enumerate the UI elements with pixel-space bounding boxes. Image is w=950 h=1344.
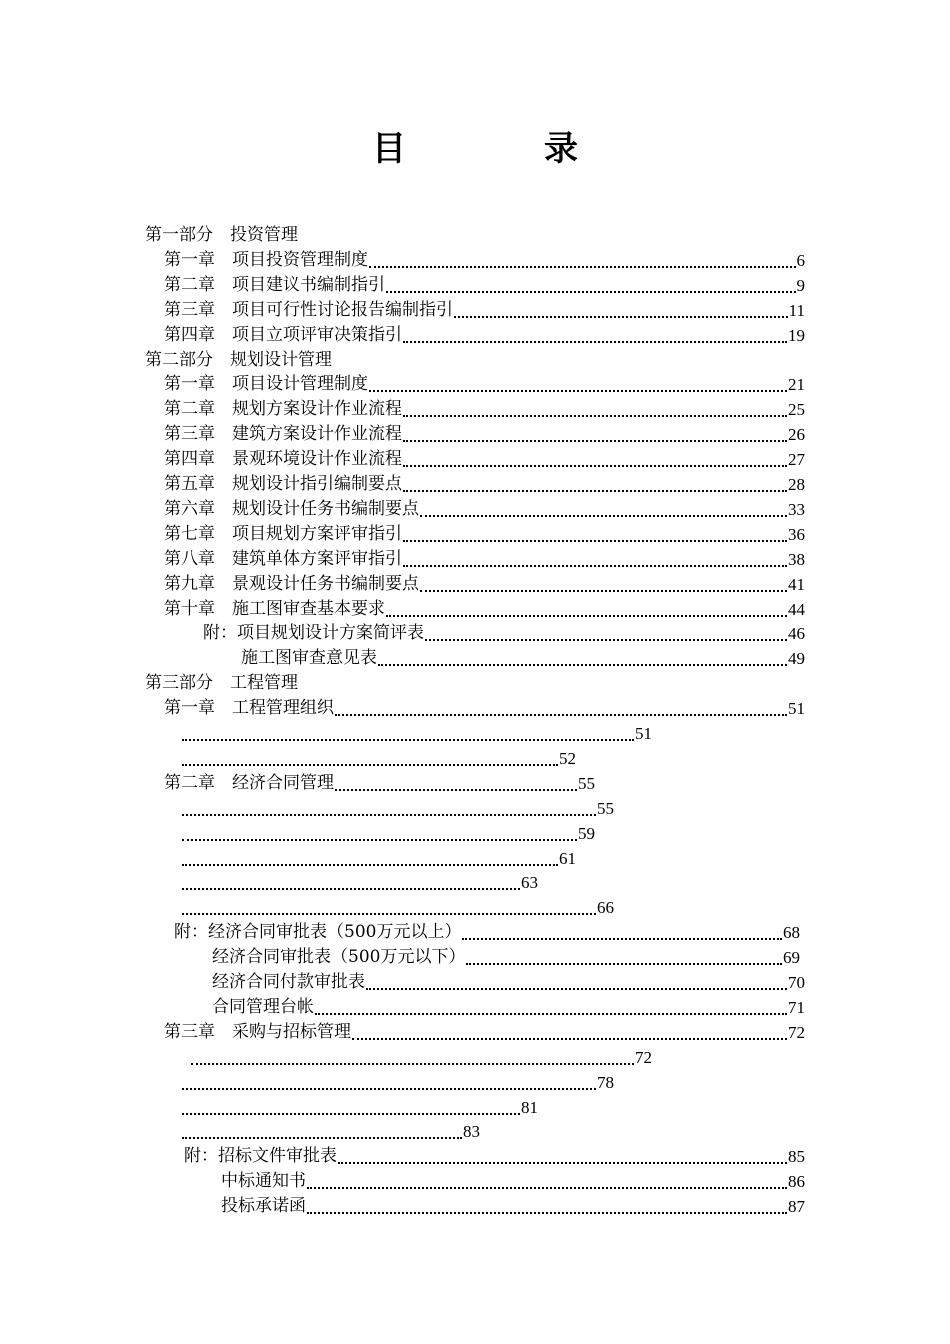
toc-dot-leader <box>182 810 596 816</box>
toc-entry-label: 第三部分 工程管理 <box>145 673 298 694</box>
toc-entry-label: 第七章 项目规划方案评审指引 <box>164 523 402 544</box>
toc-page-number: 9 <box>796 275 805 295</box>
toc-dot-leader <box>366 984 787 990</box>
toc-entry <box>164 422 805 447</box>
toc-entry-label: 附：招标文件审批表 <box>184 1146 337 1167</box>
toc-dot-leader <box>182 760 558 766</box>
toc-dot-leader <box>182 735 634 741</box>
toc-entry-label: 附：项目规划设计方案简评表 <box>203 623 424 644</box>
toc-entry <box>164 323 805 348</box>
toc-page-number: 51 <box>788 699 805 719</box>
toc-page-number: 78 <box>597 1072 614 1092</box>
toc-dot-leader <box>182 884 520 890</box>
toc-dot-leader <box>403 536 787 542</box>
toc-entry <box>164 597 805 622</box>
toc-dot-leader <box>335 710 787 716</box>
toc-dot-leader <box>191 1059 634 1065</box>
toc-dot-leader <box>403 411 787 417</box>
toc-entry-label: 投标承诺函 <box>221 1196 306 1217</box>
toc-entry <box>181 870 538 895</box>
toc-entry <box>164 397 805 422</box>
toc-entry-label: 第一章 项目投资管理制度 <box>164 249 368 270</box>
toc-page-number: 11 <box>788 300 805 320</box>
toc-entry <box>221 1194 805 1219</box>
toc-entry-label: 第六章 规划设计任务书编制要点 <box>164 498 419 519</box>
toc-dot-leader <box>462 934 782 940</box>
toc-page-number: 66 <box>597 898 614 918</box>
toc-dot-leader <box>403 436 787 442</box>
toc-page-number: 44 <box>788 599 805 619</box>
toc-entry-label: 合同管理台帐 <box>212 996 314 1017</box>
toc-dot-leader <box>420 586 787 592</box>
toc-entry-label: 第二部分 规划设计管理 <box>145 349 332 370</box>
toc-entry-label: 中标通知书 <box>221 1171 306 1192</box>
toc-entry <box>181 1095 538 1120</box>
toc-dot-leader <box>315 1009 787 1015</box>
toc-dot-leader <box>182 835 577 841</box>
toc-entry <box>164 273 805 298</box>
toc-entry-label: 经济合同付款审批表 <box>212 972 365 992</box>
toc-page-number: 55 <box>578 773 595 793</box>
toc-entry <box>164 547 805 572</box>
toc-dot-leader <box>338 1158 787 1164</box>
toc-page-number: 19 <box>788 325 805 345</box>
toc-page-number: 27 <box>788 450 805 470</box>
toc-entry-label: 第四章 项目立项评审决策指引 <box>164 324 402 345</box>
toc-entry <box>164 771 595 796</box>
toc-entry-label: 第一部分 投资管理 <box>145 225 298 245</box>
toc-entry-label: 第四章 景观环境设计作业流程 <box>164 449 402 470</box>
toc-entry-label: 第三章 采购与招标管理 <box>164 1021 351 1042</box>
toc-entry <box>181 721 652 746</box>
toc-page-number: 52 <box>559 748 576 768</box>
toc-dot-leader <box>403 486 787 492</box>
toc-entry <box>221 1169 805 1194</box>
toc-page-number: 46 <box>788 624 805 644</box>
toc-page-number: 28 <box>788 475 805 494</box>
toc-part-heading <box>145 348 332 373</box>
toc-entry <box>164 497 805 522</box>
toc-dot-leader <box>307 1183 787 1189</box>
toc-entry <box>181 746 576 771</box>
toc-page-number: 70 <box>788 973 805 992</box>
toc-page-number: 72 <box>788 1022 805 1042</box>
toc-dot-leader <box>182 909 596 915</box>
toc-entry-label: 第二章 规划方案设计作业流程 <box>164 399 402 420</box>
toc-dot-leader <box>425 635 787 641</box>
toc-entry <box>241 646 805 671</box>
toc-page-number: 87 <box>788 1197 805 1217</box>
toc-page-number: 85 <box>788 1147 805 1167</box>
toc-dot-leader <box>420 511 787 517</box>
toc-dot-leader <box>386 287 796 293</box>
toc-page-number: 69 <box>783 948 800 968</box>
toc-dot-leader <box>466 959 782 965</box>
toc-page-number: 25 <box>788 400 805 420</box>
toc-entry-label: 第一章 工程管理组织 <box>164 698 334 719</box>
toc-page-number: 59 <box>578 823 595 843</box>
toc-page-number: 49 <box>788 649 805 669</box>
toc-dot-leader <box>386 611 787 617</box>
toc-entry <box>164 696 805 721</box>
toc-page-number: 21 <box>788 375 805 395</box>
toc-entry <box>181 821 595 846</box>
toc-entry-label: 第二章 项目建议书编制指引 <box>164 274 385 295</box>
toc-entry-label: 经济合同审批表（500万元以下） <box>212 947 466 968</box>
toc-entry-label: 第二章 经济合同管理 <box>164 772 334 793</box>
toc-entry <box>164 298 805 323</box>
toc-dot-leader <box>352 1034 787 1040</box>
toc-dot-leader <box>403 461 787 467</box>
toc-entry-label: 第九章 景观设计任务书编制要点 <box>164 573 419 594</box>
toc-page-number: 38 <box>788 549 805 569</box>
toc-entry <box>164 372 805 397</box>
toc-entry <box>164 248 805 273</box>
toc-entry <box>190 1045 652 1070</box>
toc-entry <box>181 895 614 920</box>
toc-dot-leader <box>454 312 788 318</box>
toc-page-number: 6 <box>796 250 805 270</box>
toc-dot-leader <box>403 337 787 343</box>
toc-entry <box>164 447 805 472</box>
toc-page-number: 26 <box>788 425 805 445</box>
toc-entry <box>181 1070 614 1095</box>
toc-entry <box>174 920 800 945</box>
toc-entry-label: 附：经济合同审批表（500万元以上） <box>174 922 462 943</box>
toc-entry <box>212 995 805 1020</box>
toc-part-heading <box>145 671 298 696</box>
toc-page-number: 71 <box>788 997 805 1017</box>
toc-dot-leader <box>182 1084 596 1090</box>
toc-dot-leader <box>182 1133 462 1139</box>
toc-page-number: 68 <box>783 923 800 943</box>
toc-dot-leader <box>182 1109 520 1115</box>
toc-entry-label: 第三章 建筑方案设计作业流程 <box>164 424 402 445</box>
toc-page-number: 72 <box>635 1047 652 1067</box>
toc-entry <box>181 846 576 871</box>
toc-dot-leader <box>182 860 558 866</box>
toc-entry-label: 第一章 项目设计管理制度 <box>164 374 368 395</box>
page-title: 目 录 <box>372 129 630 169</box>
toc-dot-leader <box>307 1208 787 1214</box>
toc-entry <box>164 522 805 547</box>
toc-dot-leader <box>369 386 787 392</box>
toc-entry <box>203 621 805 646</box>
toc-dot-leader <box>335 785 577 791</box>
toc-dot-leader <box>369 262 796 268</box>
toc-page-number: 33 <box>788 499 805 519</box>
toc-page-number: 36 <box>788 524 805 544</box>
toc-page-number: 51 <box>635 724 652 743</box>
toc-page-number: 81 <box>521 1097 538 1117</box>
toc-entry-label: 第三章 项目可行性讨论报告编制指引 <box>164 299 453 320</box>
toc-entry <box>164 1020 805 1045</box>
toc-entry <box>181 796 614 821</box>
toc-entry <box>164 572 805 597</box>
toc-page-number: 55 <box>597 798 614 818</box>
toc-entry <box>184 1144 805 1169</box>
toc-page-number: 63 <box>521 873 538 893</box>
toc-dot-leader <box>403 561 787 567</box>
toc-entry-label: 第十章 施工图审查基本要求 <box>164 598 385 619</box>
toc-part-heading <box>145 223 298 248</box>
toc-entry <box>181 1119 480 1144</box>
toc-entry <box>212 945 800 970</box>
toc-entry-label: 第八章 建筑单体方案评审指引 <box>164 548 402 569</box>
toc-page-number: 83 <box>463 1122 480 1142</box>
toc-page-number: 41 <box>788 574 805 594</box>
toc-entry-label: 第五章 规划设计指引编制要点 <box>164 474 402 494</box>
toc-page-number: 61 <box>559 848 576 868</box>
toc-entry <box>212 970 805 995</box>
toc-dot-leader <box>378 660 787 666</box>
toc-entry-label: 施工图审查意见表 <box>241 648 377 669</box>
toc-entry <box>164 472 805 497</box>
toc-page-number: 86 <box>788 1172 805 1192</box>
